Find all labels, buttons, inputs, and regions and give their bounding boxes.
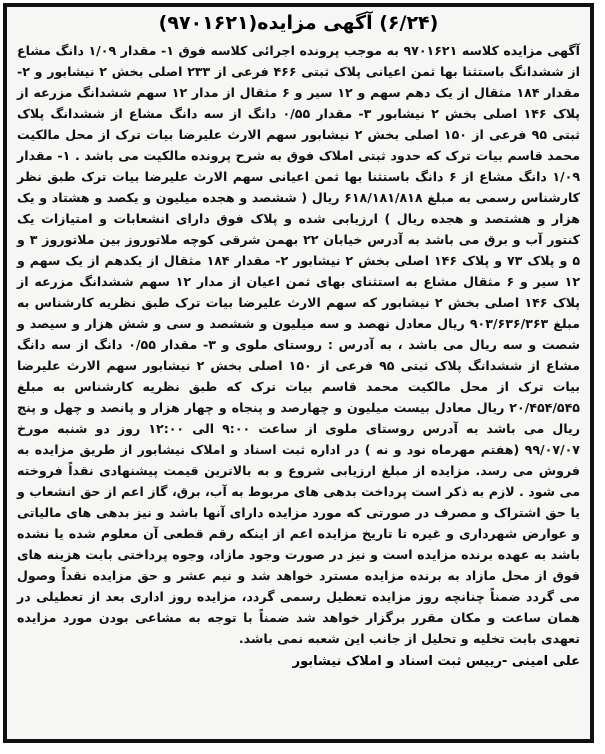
auction-notice: [3, 3, 594, 743]
notice-signature: علی امینی -رییس ثبت اسناد و املاک نیشابور: [292, 654, 580, 669]
notice-body: آگهی مزایده کلاسه ۹۷۰۱۶۲۱ به موجب پرونده اجرائی کلاسه فوق ۱- مقدار ۱/۰۹ دانگ مشاع از ششدانگ باستثنا بها ثمن اعیانی پلاک ثبتی ۴۶۶ فرعی از ۲۳۳ اصلی بخش ۲ نیشابور و ۲- مقدار ۱۸۴ مثقال از یک دهم سهم و ۱۲ سیر و ۶ مثقال از مدار ۱۲ سهم ششدانگ مزرعه از پلاک ۱۴۶ اصلی بخش ۲ نیشابور ۳- مقدار ۰/۵۵ دانگ از سه دانگ مشاع از ششدانگ پلاک ثبتی ۹۵ فرعی از ۱۵۰ اصلی بخش ۲ نیشابور سهم الارث علیرضا بیات ترک از محل مالکیت محمد قاسم بیات ترک که حدود ثبتی املاک فوق به شرح پرونده مالکیت می باشد . ۱- مقدار ۱/۰۹ دانگ مشاع از ۶ دانگ باستثنا بها ثمن اعیانی سهم الارث علیرضا بیات ترک طبق نظر کارشناس رسمی به مبلغ ۶۱۸/۱۸۱/۸۱۸ ریال ( ششصد و هجده میلیون و یکصد و هشتاد و یک هزار و هشتصد و هجده ریال ) ارزیابی شده و پلاک فوق دارای انشعابات و امتیازات یک کنتور آب و برق می باشد به آدرس خیابان ۲۲ بهمن شرقی کوچه ملاتوروز بین ملاتوروز ۳ و ۵ و پلاک ۷۳ و پلاک ۱۴۶ اصلی بخش ۲ نیشابور ۲- مقدار ۱۸۴ مثقال از یکدهم از یک سهم و ۱۲ سیر و ۶ مثقال مشاع به استثنای بهای ثمن اعیان از مدار ۱۲ سهم ششدانگ مزرعه از پلاک ۱۴۶ اصلی بخش ۲ نیشابور که سهم الارث علیرضا بیات ترک طبق نظریه کارشناس به مبلغ ۹۰۳/۶۳۶/۳۶۳ ریال معادل نهصد و سه میلیون و ششصد و سی و شش هزار و سیصد و شصت و سه ریال می باشد ، به آدرس : روستای ملوی و ۳- مقدار ۰/۵۵ دانگ از سه دانگ مشاع از ششدانگ پلاک ثبتی ۹۵ فرعی از ۱۵۰ اصلی بخش ۲ نیشابور سهم الارث علیرضا بیات ترک از محل مالکیت محمد قاسم بیات ترک که طبق نظریه کارشناس به مبلغ ۲۰/۴۵۴/۵۴۵ ریال معادل بیست میلیون و چهارصد و پنجاه و چهار هزار و پانصد و چهل و پنج ریال می باشد به آدرس روستای ملوی از ساعت ۹:۰۰ الی ۱۲:۰۰ روز دو شنبه مورخ ۹۹/۰۷/۰۷ (هفتم مهرماه نود و نه ) در اداره ثبت اسناد و املاک نیشابور از طریق مزایده به فروش می رسد. مزایده از مبلغ ارزیابی شروع و به بالاترین قیمت پیشنهادی نقداً فروخته می شود . لازم به ذکر است پرداخت بدهی های مربوط به آب، برق، گاز اعم از حق انشعاب و یا حق اشتراک و مصرف در صورتی که مورد مزایده دارای آنها باشد و نیز بدهی های مالیاتی و عوارض شهرداری و غیره تا تاریخ مزایده اعم از اینکه رقم قطعی آن معلوم شده یا نشده باشد به عهده برنده مزایده است و نیز در صورت وجود مازاد، وجوه پرداختی بابت هزینه های فوق از محل مازاد به برنده مزایده مسترد خواهد شد و نیم عشر و حق مزایده نقداً وصول می گردد ضمناً چنانچه روز مزایده تعطیل رسمی گردد، مزایده روز اداری بعد از تعطیلی در همان ساعت و مکان مقرر برگزار خواهد شد ضمناً با توجه به مشاعی بودن مورد مزایده تعهدی بابت تخلیه و تحلیل از جانب این شعبه نمی باشد.: [17, 43, 581, 646]
notice-title: (۶/۲۴) آگهی مزایده(۹۷۰۱۶۲۱): [158, 12, 439, 34]
